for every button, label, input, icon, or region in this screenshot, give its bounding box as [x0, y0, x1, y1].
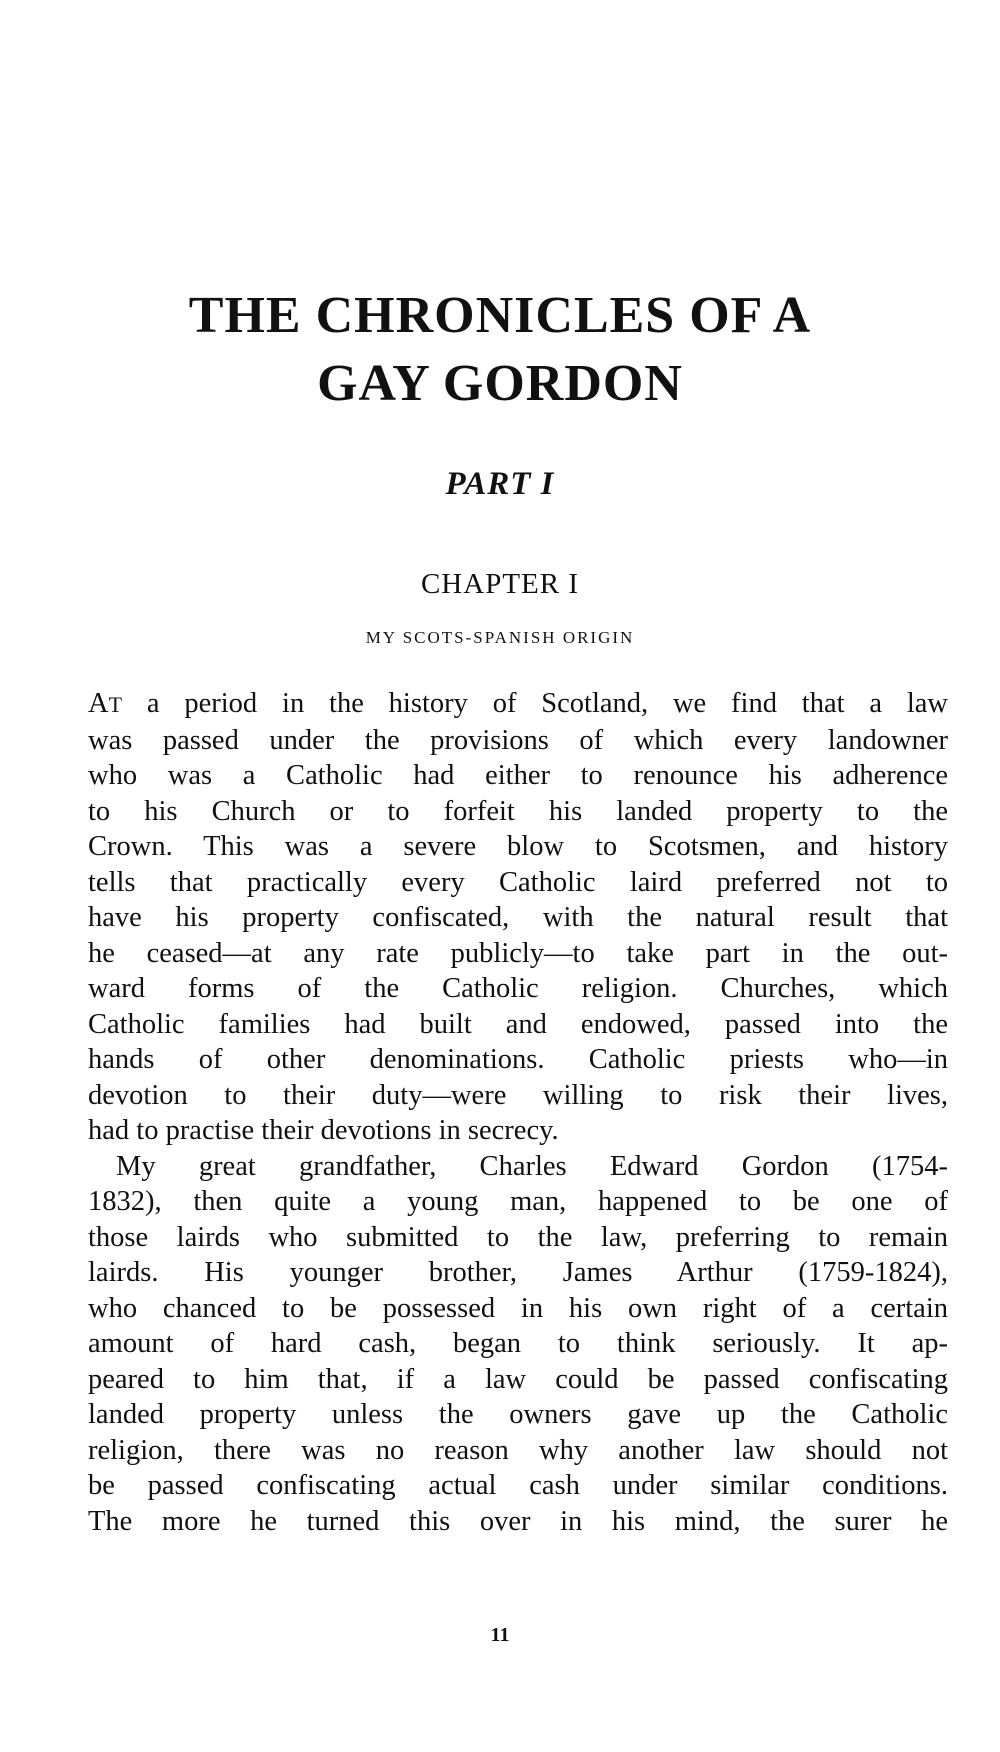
- text-line: lairds. His younger brother, James Arthur (1759-1824),: [88, 1257, 948, 1288]
- text-line: Catholic families had built and endowed, passed into the: [88, 1008, 948, 1040]
- text-line: he ceased—at any rate publicly—to take part in the out-: [88, 937, 948, 969]
- text-line: those lairds who submitted to the law, preferring to remain: [88, 1221, 948, 1253]
- text-line: was passed under the provisions of which every landowner: [88, 724, 948, 756]
- chapter-subtitle: MY SCOTS-SPANISH ORIGIN: [365, 628, 635, 647]
- text-line: to his Church or to forfeit his landed property to the: [88, 795, 948, 827]
- small-caps-first-letter: A: [88, 688, 109, 719]
- text-line: ward forms of the Catholic religion. Churches, which: [88, 973, 948, 1004]
- text-line: who chanced to be possessed in his own right of a certain: [88, 1292, 948, 1324]
- text-line: religion, there was no reason why another law should not: [88, 1434, 948, 1466]
- body-text: [88, 686, 948, 1539]
- part-heading: PART I: [445, 466, 555, 502]
- chapter-heading: CHAPTER I: [420, 568, 580, 600]
- text-line: tells that practically every Catholic laird preferred not to: [88, 866, 948, 898]
- text-line: My great grandfather, Charles Edward Gordon (1754-: [116, 1150, 948, 1182]
- text-line: peared to him that, if a law could be passed confiscating: [88, 1363, 948, 1395]
- text-line: Crown. This was a severe blow to Scotsmen, and history: [88, 831, 948, 862]
- text-line: devotion to their duty—were willing to risk their lives,: [88, 1079, 948, 1111]
- book-title-line-2: GAY GORDON: [317, 355, 683, 412]
- text-line: be passed confiscating actual cash under similar conditions.: [88, 1470, 948, 1501]
- book-title-line-1: THE CHRONICLES OF A: [188, 287, 812, 344]
- text-line: amount of hard cash, began to think seriously. It ap-: [88, 1328, 948, 1359]
- text-line: 1832), then quite a young man, happened to be one of: [88, 1186, 948, 1217]
- text-line: had to practise their devotions in secrecy.: [88, 1115, 559, 1146]
- text-line: have his property confiscated, with the natural result that: [88, 902, 948, 933]
- page-number: 11: [490, 1624, 510, 1646]
- text-line: hands of other denominations. Catholic priests who—in: [88, 1044, 948, 1075]
- text-line: The more he turned this over in his mind, the surer he: [88, 1505, 948, 1537]
- text-line: landed property unless the owners gave up the Catholic: [88, 1399, 948, 1430]
- text-line: who was a Catholic had either to renounce his adherence: [88, 760, 948, 791]
- text-line-content: a period in the history of Scotland, we find that a law: [122, 688, 948, 719]
- paragraph-2: [88, 1149, 948, 1540]
- text-line: [88, 686, 948, 723]
- small-caps-rest: T: [108, 692, 123, 717]
- paragraph-1: [88, 686, 948, 1149]
